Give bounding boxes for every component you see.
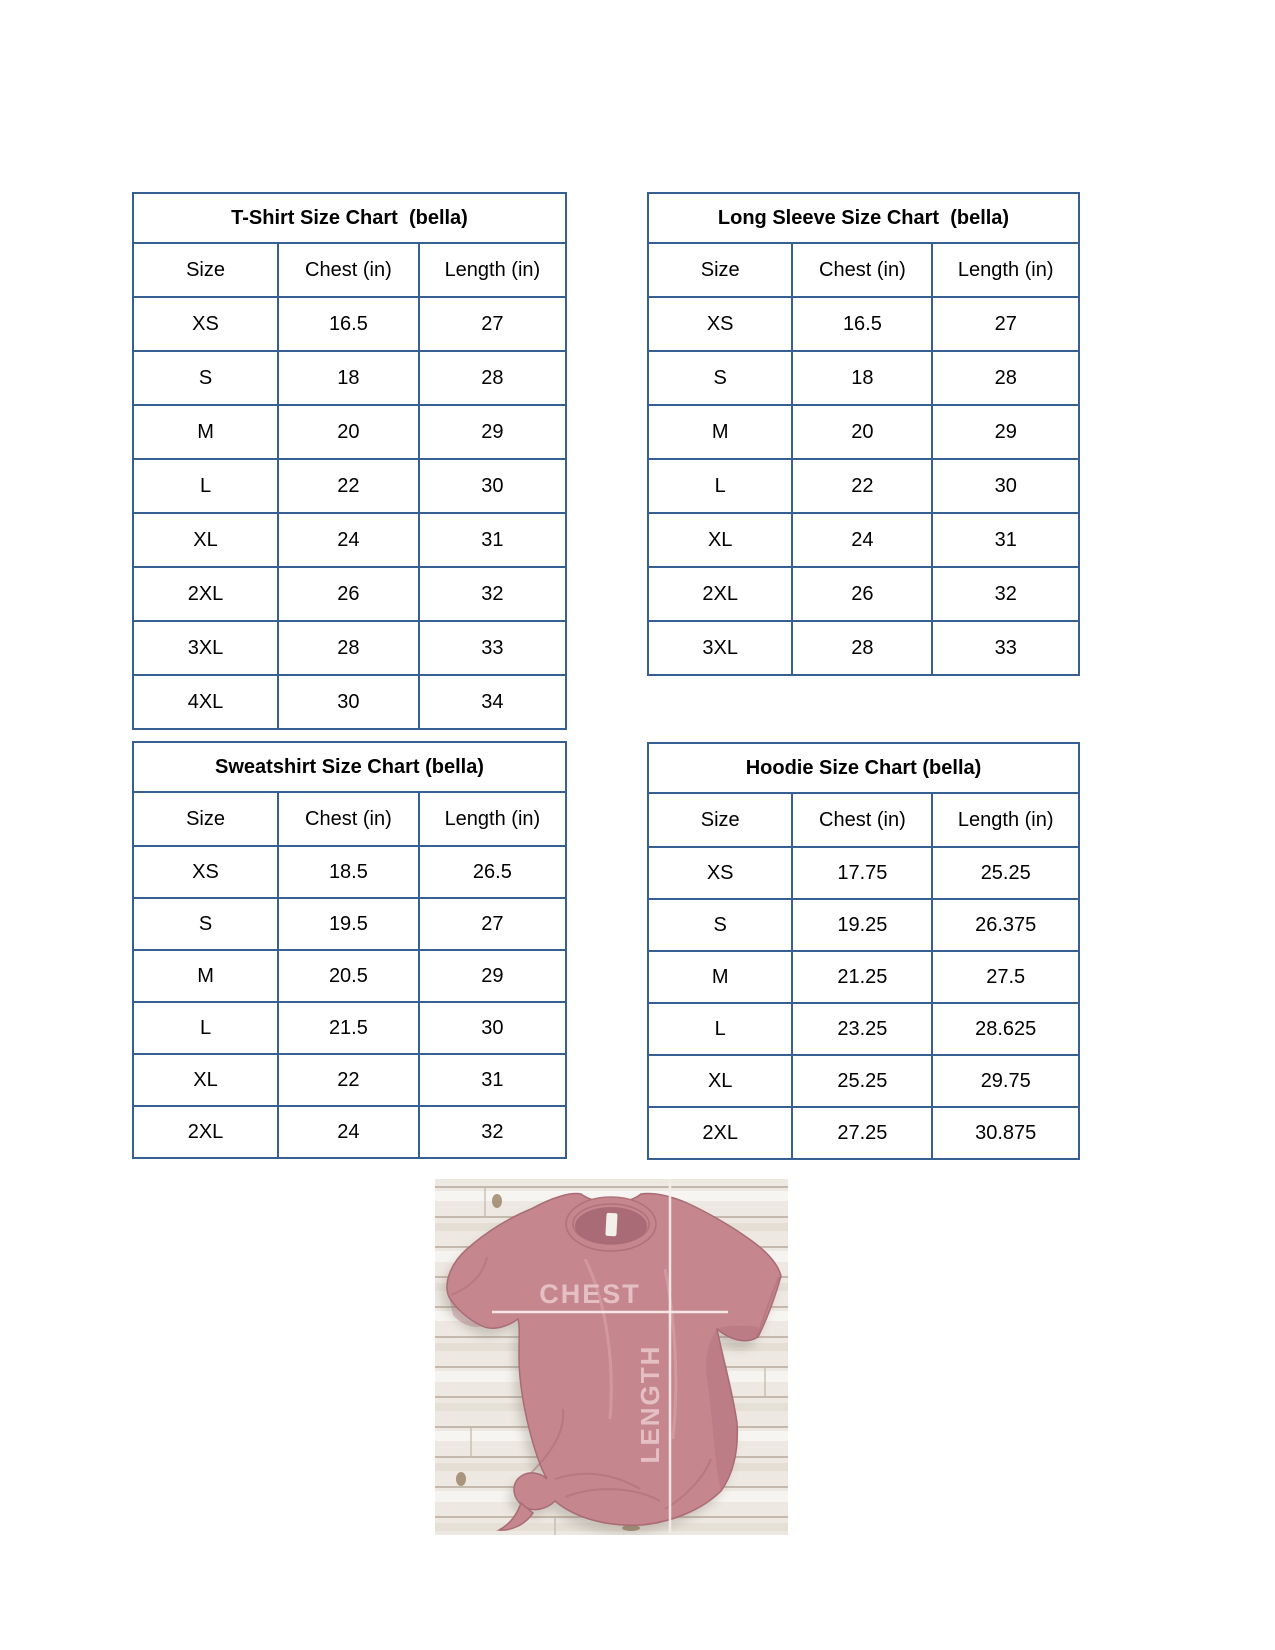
length-label: LENGTH (635, 1344, 665, 1464)
tshirt-measurement-photo (435, 1179, 788, 1535)
chest-cell: 26 (278, 567, 419, 621)
length-cell: 31 (419, 513, 566, 567)
chest-cell: 20.5 (278, 950, 419, 1002)
length-cell: 29 (419, 405, 566, 459)
t-shirt-size-row (133, 459, 566, 513)
chest-cell: 24 (792, 513, 932, 567)
chest-cell: 20 (792, 405, 932, 459)
column-header-chest: Chest (in) (792, 243, 932, 297)
chest-cell: 27.25 (792, 1107, 932, 1159)
length-cell: 33 (419, 621, 566, 675)
hoodie-size-row (648, 1003, 1079, 1055)
chest-cell: 19.25 (792, 899, 932, 951)
chest-label: CHEST (539, 1279, 641, 1309)
length-cell: 30.875 (932, 1107, 1079, 1159)
long-sleeve-size-row (648, 459, 1079, 513)
t-shirt-size-chart (132, 192, 567, 730)
neck-label-tag (605, 1213, 617, 1237)
length-cell: 28 (419, 351, 566, 405)
length-cell: 27 (932, 297, 1079, 351)
size-cell: XS (648, 297, 792, 351)
sweatshirt-size-chart (132, 741, 567, 1159)
chest-cell: 26 (792, 567, 932, 621)
chest-cell: 16.5 (792, 297, 932, 351)
column-header-length: Length (in) (932, 793, 1079, 847)
size-cell: 4XL (133, 675, 278, 729)
length-cell: 26.5 (419, 846, 566, 898)
size-cell: M (133, 950, 278, 1002)
length-cell: 33 (932, 621, 1079, 675)
length-cell: 32 (419, 567, 566, 621)
length-cell: 26.375 (932, 899, 1079, 951)
size-cell: M (648, 405, 792, 459)
length-cell: 25.25 (932, 847, 1079, 899)
sweatshirt-table-slot (132, 741, 567, 1159)
size-cell: L (133, 459, 278, 513)
length-cell: 29 (932, 405, 1079, 459)
chest-cell: 24 (278, 1106, 419, 1158)
t-shirt-table-title: T-Shirt Size Chart (bella) (133, 193, 566, 243)
column-header-chest: Chest (in) (792, 793, 932, 847)
column-header-chest: Chest (in) (278, 243, 419, 297)
sweatshirt-table-title: Sweatshirt Size Chart (bella) (133, 742, 566, 792)
sweatshirt-size-row (133, 1002, 566, 1054)
length-cell: 32 (932, 567, 1079, 621)
chest-cell: 25.25 (792, 1055, 932, 1107)
size-cell: 2XL (133, 1106, 278, 1158)
hoodie-size-row (648, 951, 1079, 1003)
length-cell: 31 (419, 1054, 566, 1106)
size-cell: L (648, 1003, 792, 1055)
chest-cell: 23.25 (792, 1003, 932, 1055)
length-cell: 27.5 (932, 951, 1079, 1003)
hoodie-size-row (648, 1055, 1079, 1107)
size-cell: 3XL (133, 621, 278, 675)
column-header-length: Length (in) (419, 792, 566, 846)
long-sleeve-size-row (648, 405, 1079, 459)
length-cell: 30 (419, 459, 566, 513)
hoodie-table-title: Hoodie Size Chart (bella) (648, 743, 1079, 793)
size-cell: XL (133, 513, 278, 567)
size-cell: 2XL (648, 567, 792, 621)
tshirt-table-slot (132, 192, 567, 730)
chest-cell: 17.75 (792, 847, 932, 899)
column-header-size: Size (648, 243, 792, 297)
sweatshirt-size-row (133, 846, 566, 898)
size-cell: XL (648, 513, 792, 567)
chest-cell: 22 (278, 1054, 419, 1106)
size-cell: M (648, 951, 792, 1003)
hoodie-size-row (648, 847, 1079, 899)
t-shirt-size-row (133, 675, 566, 729)
length-cell: 27 (419, 297, 566, 351)
size-cell: S (133, 898, 278, 950)
length-cell: 29 (419, 950, 566, 1002)
column-header-size: Size (133, 792, 278, 846)
chest-cell: 21.25 (792, 951, 932, 1003)
length-cell: 28.625 (932, 1003, 1079, 1055)
long-sleeve-size-row (648, 351, 1079, 405)
length-cell: 31 (932, 513, 1079, 567)
hoodie-table-slot (647, 742, 1080, 1160)
t-shirt-size-row (133, 405, 566, 459)
long-sleeve-size-row (648, 567, 1079, 621)
sweatshirt-size-row (133, 1054, 566, 1106)
long-sleeve-size-row (648, 621, 1079, 675)
length-cell: 32 (419, 1106, 566, 1158)
size-cell: L (648, 459, 792, 513)
hoodie-size-chart (647, 742, 1080, 1160)
length-cell: 28 (932, 351, 1079, 405)
size-cell: XS (133, 846, 278, 898)
size-cell: S (133, 351, 278, 405)
long-sleeve-size-row (648, 513, 1079, 567)
chest-cell: 19.5 (278, 898, 419, 950)
tshirt-measurement-illustration (435, 1179, 788, 1535)
hoodie-size-row (648, 1107, 1079, 1159)
size-cell: XS (648, 847, 792, 899)
size-cell: 2XL (133, 567, 278, 621)
sweatshirt-size-row (133, 1106, 566, 1158)
size-cell: 3XL (648, 621, 792, 675)
longsleeve-table-slot (647, 192, 1080, 676)
chest-cell: 16.5 (278, 297, 419, 351)
chest-cell: 21.5 (278, 1002, 419, 1054)
chest-cell: 18.5 (278, 846, 419, 898)
chest-cell: 24 (278, 513, 419, 567)
chest-cell: 30 (278, 675, 419, 729)
t-shirt-size-row (133, 351, 566, 405)
size-cell: 2XL (648, 1107, 792, 1159)
chest-cell: 20 (278, 405, 419, 459)
length-cell: 34 (419, 675, 566, 729)
long-sleeve-size-chart (647, 192, 1080, 676)
column-header-chest: Chest (in) (278, 792, 419, 846)
length-cell: 30 (419, 1002, 566, 1054)
long-sleeve-size-row (648, 297, 1079, 351)
chest-cell: 22 (278, 459, 419, 513)
size-cell: S (648, 351, 792, 405)
size-cell: XS (133, 297, 278, 351)
sweatshirt-size-row (133, 898, 566, 950)
column-header-size: Size (133, 243, 278, 297)
length-cell: 30 (932, 459, 1079, 513)
chest-cell: 18 (278, 351, 419, 405)
chest-cell: 28 (278, 621, 419, 675)
size-cell: XL (133, 1054, 278, 1106)
long-sleeve-table-title: Long Sleeve Size Chart (bella) (648, 193, 1079, 243)
size-cell: M (133, 405, 278, 459)
column-header-size: Size (648, 793, 792, 847)
chest-cell: 22 (792, 459, 932, 513)
t-shirt-size-row (133, 567, 566, 621)
length-cell: 27 (419, 898, 566, 950)
size-cell: L (133, 1002, 278, 1054)
sweatshirt-size-row (133, 950, 566, 1002)
chest-cell: 28 (792, 621, 932, 675)
size-cell: S (648, 899, 792, 951)
column-header-length: Length (in) (932, 243, 1079, 297)
t-shirt-size-row (133, 513, 566, 567)
t-shirt-size-row (133, 297, 566, 351)
chest-cell: 18 (792, 351, 932, 405)
hoodie-size-row (648, 899, 1079, 951)
t-shirt-size-row (133, 621, 566, 675)
column-header-length: Length (in) (419, 243, 566, 297)
length-cell: 29.75 (932, 1055, 1079, 1107)
size-cell: XL (648, 1055, 792, 1107)
